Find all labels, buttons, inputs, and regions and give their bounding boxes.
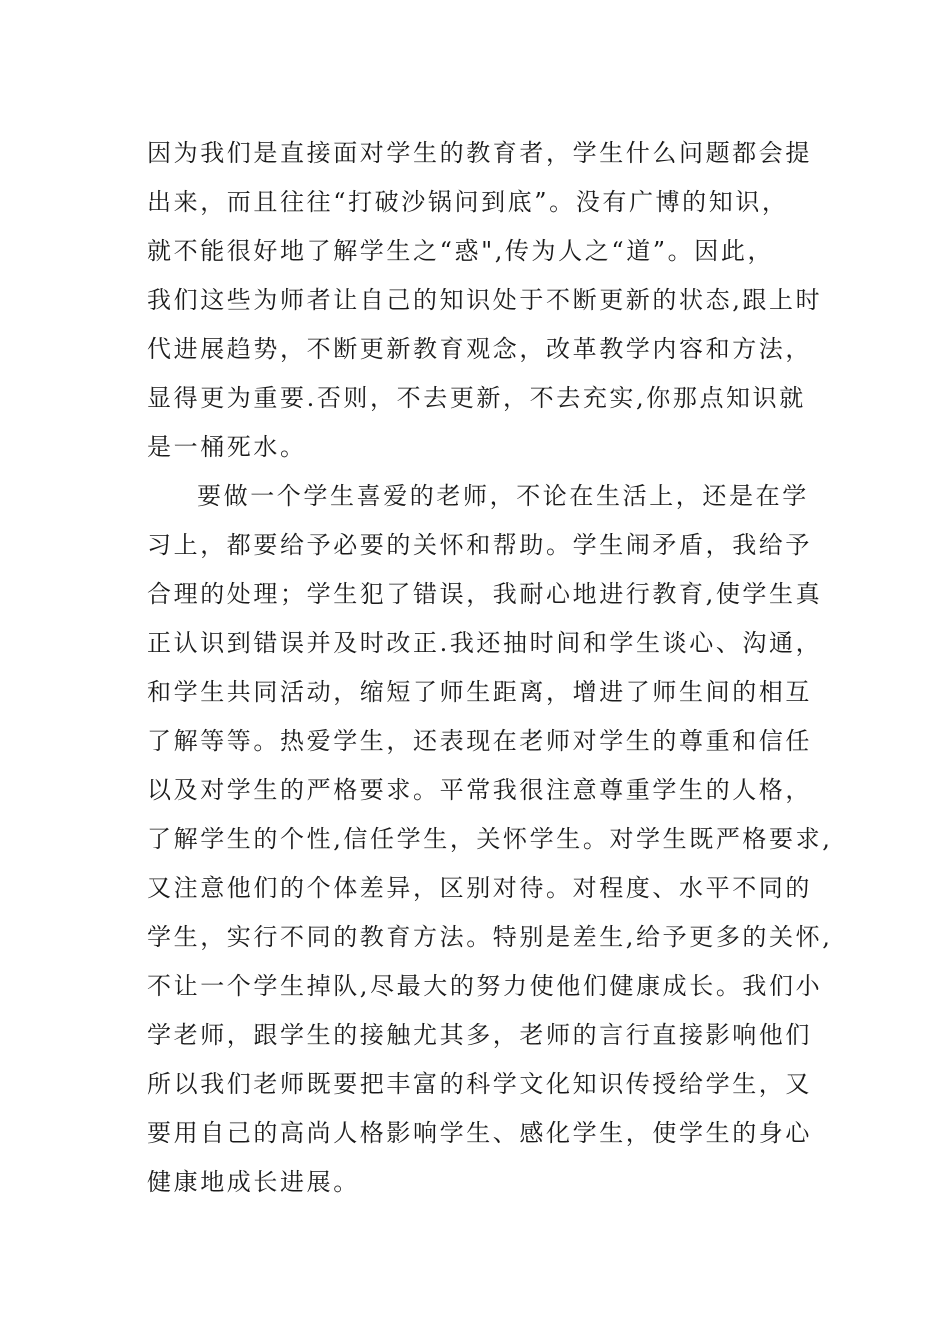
text-line: 显得更为重要.否则，不去更新，不去充实,你那点知识就 <box>147 384 806 412</box>
text-line <box>147 1207 827 1256</box>
text-line: 又注意他们的个体差异，区别对待。对程度、水平不同的 <box>147 874 812 902</box>
text-line: 学生，实行不同的教育方法。特别是差生,给予更多的关怀, <box>147 923 833 951</box>
text-line: 不让一个学生掉队,尽最大的努力使他们健康成长。我们小 <box>147 972 823 1000</box>
text-line: 因为我们是直接面对学生的教育者，学生什么问题都会提 <box>147 139 812 167</box>
text-line: 要用自己的高尚人格影响学生、感化学生，使学生的身心 <box>147 1119 812 1147</box>
text-line: 学老师，跟学生的接触尤其多，老师的言行直接影响他们 <box>147 1021 812 1049</box>
text-line: 代进展趋势，不断更新教育观念，改革教学内容和方法， <box>147 335 812 363</box>
text-line: 所以我们老师既要把丰富的科学文化知识传授给学生，又 <box>147 1070 812 1098</box>
text-line: 合理的处理；学生犯了错误，我耐心地进行教育,使学生真 <box>147 580 823 608</box>
body-text <box>147 129 833 1256</box>
text-line: 是一桶死水。 <box>147 433 307 461</box>
text-line: 习上，都要给予必要的关怀和帮助。学生闹矛盾，我给予 <box>147 531 812 559</box>
text-line: 就不能很好地了解学生之“惑",传为人之“道”。因此， <box>147 237 775 265</box>
text-line: 了解等等。热爱学生，还表现在老师对学生的尊重和信任 <box>147 727 812 755</box>
text-line: 正认识到错误并及时改正.我还抽时间和学生谈心、沟通， <box>147 629 823 657</box>
text-line: 我们这些为师者让自己的知识处于不断更新的状态,跟上时 <box>147 286 823 314</box>
text-line: 和学生共同活动，缩短了师生距离，增进了师生间的相互 <box>147 678 812 706</box>
paragraph-first-line: 要做一个学生喜爱的老师，不论在生活上，还是在学 <box>197 482 809 510</box>
text-line: 出来，而且往往“打破沙锅问到底”。没有广博的知识， <box>147 188 789 216</box>
text-line: 以及对学生的严格要求。平常我很注意尊重学生的人格， <box>147 776 812 804</box>
text-line: 了解学生的个性,信任学生，关怀学生。对学生既严格要求, <box>147 825 833 853</box>
text-line: 健康地成长进展。 <box>147 1168 360 1196</box>
